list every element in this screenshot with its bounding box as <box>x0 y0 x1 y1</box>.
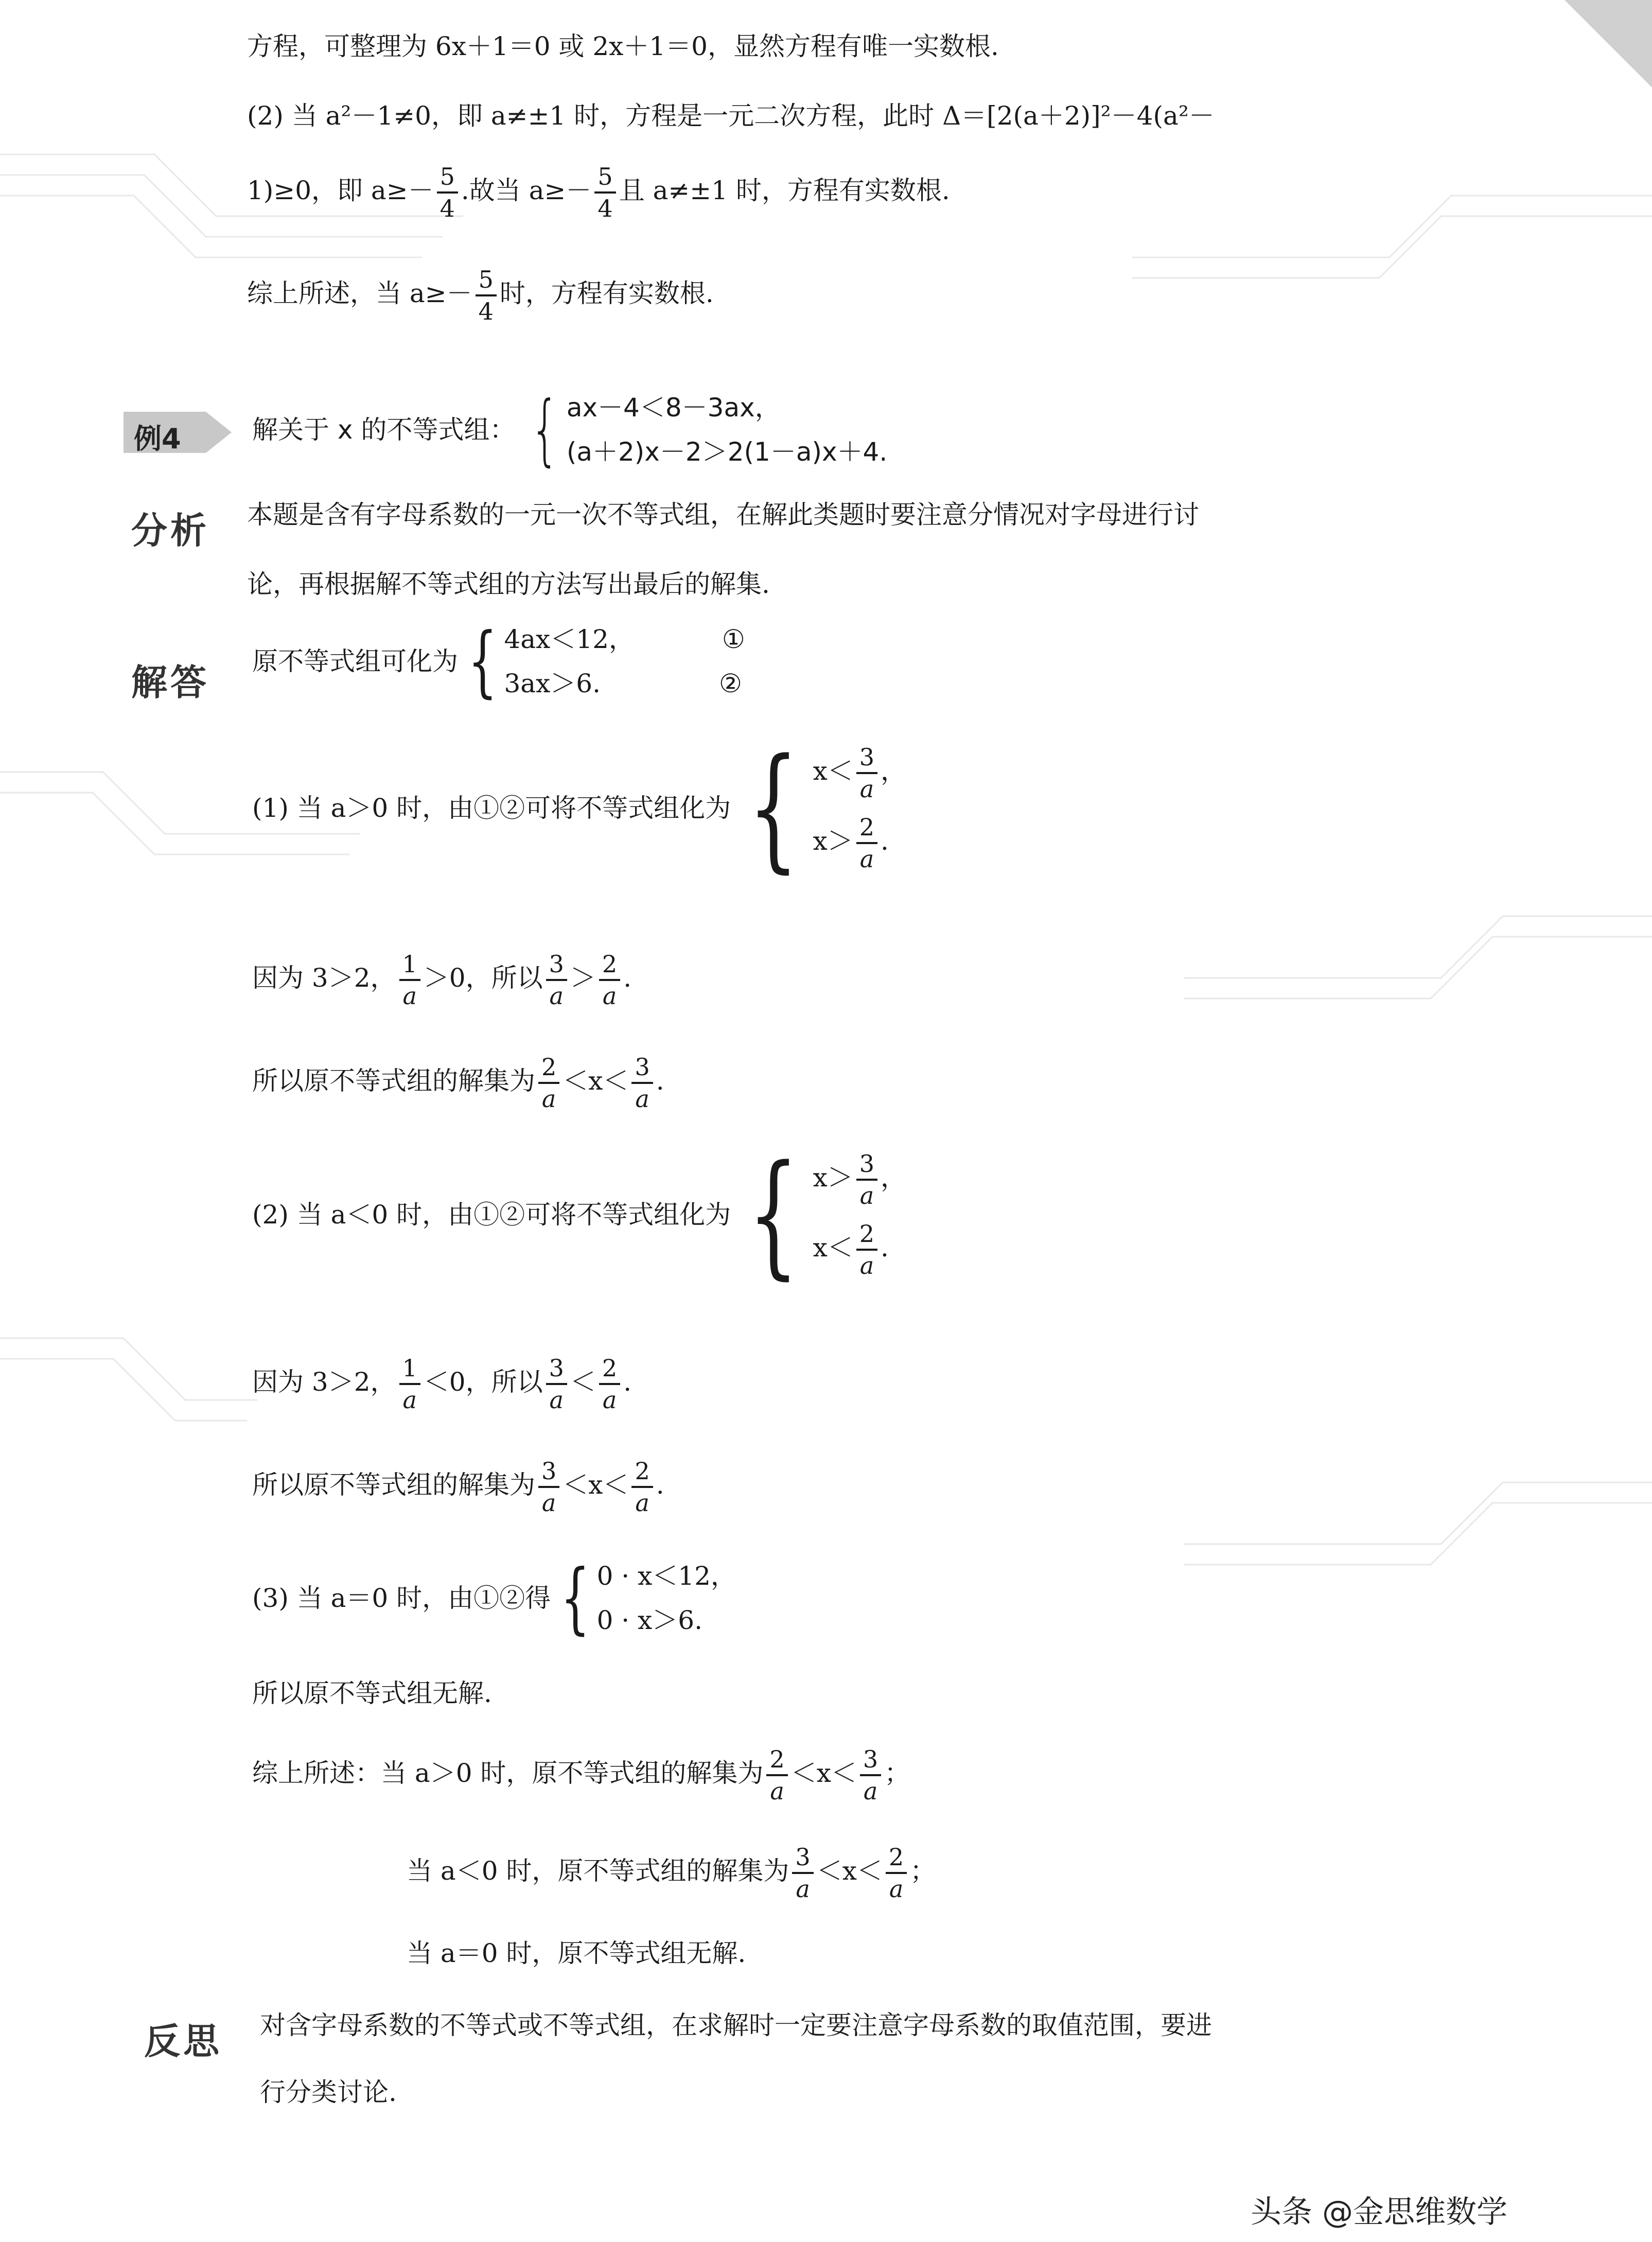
text-segment: (2) 当 a＜0 时，由①②可将不等式组化为 <box>252 1200 731 1230</box>
fraction <box>399 1356 420 1412</box>
example-tag <box>124 412 232 453</box>
text-segment: . <box>623 963 632 993</box>
numerator: 2 <box>599 952 620 981</box>
inequality-row <box>813 1150 907 1210</box>
text-line: 所以原不等式组无解. <box>252 1678 492 1708</box>
fraction <box>599 1356 620 1412</box>
solution-label: 解答 <box>131 661 209 704</box>
text-segment: 综上所述：当 a＞0 时，原不等式组的解集为 <box>252 1758 764 1788</box>
text-line <box>252 1055 664 1111</box>
watermark: 头条 @金思维数学 <box>1251 2194 1508 2230</box>
text-segment: 原不等式组可化为 <box>252 646 458 676</box>
inequality-row: 0 · x＞6. <box>596 1605 702 1635</box>
denominator: a <box>402 982 417 1010</box>
numerator: 3 <box>860 1747 881 1776</box>
fraction <box>856 745 877 801</box>
text-segment: . <box>881 1233 889 1263</box>
case-2 <box>252 1137 907 1292</box>
fraction <box>856 1150 877 1210</box>
fraction <box>538 1055 559 1111</box>
text-segment: 所以原不等式组的解集为 <box>252 1066 535 1096</box>
numerator: 2 <box>538 1055 559 1084</box>
summary-line: 当 a＝0 时，原不等式组无解. <box>407 1938 746 1968</box>
fraction <box>538 1459 559 1515</box>
brace-icon: { <box>468 617 498 706</box>
text-segment: ＜ <box>570 1367 596 1397</box>
case-1 <box>252 730 907 886</box>
fraction <box>476 268 497 323</box>
numerator: 2 <box>766 1747 787 1776</box>
inequality-row: (a＋2)x－2＞2(1－a)x＋4. <box>566 437 888 467</box>
denominator: a <box>602 1386 617 1414</box>
numerator: 3 <box>856 745 877 774</box>
text-segment: ＜x＜ <box>563 1066 629 1096</box>
fraction <box>856 815 877 871</box>
circled-number: ② <box>718 669 742 698</box>
fraction <box>631 1459 653 1515</box>
reflection-text: 行分类讨论. <box>260 2077 397 2107</box>
numerator: 1 <box>399 952 420 981</box>
inequality-row <box>813 815 906 871</box>
fraction <box>792 1845 813 1901</box>
inequality-system <box>252 385 888 475</box>
denominator: a <box>859 1182 874 1210</box>
text-segment: x＜ <box>813 1233 853 1263</box>
numerator: 2 <box>631 1459 653 1488</box>
summary-line <box>407 1845 936 1901</box>
fraction <box>766 1747 787 1803</box>
numerator: 2 <box>599 1356 620 1385</box>
text-segment: 时，方程有实数根. <box>499 278 714 308</box>
numerator: 2 <box>856 815 877 844</box>
example-tag-label: 例4 <box>134 423 181 455</box>
denominator: 4 <box>478 297 494 325</box>
circled-number: ① <box>722 624 745 654</box>
denominator: a <box>770 1777 784 1805</box>
inequality-row <box>504 626 745 652</box>
system-rows <box>813 745 906 871</box>
text-segment: 所以原不等式组的解集为 <box>252 1470 535 1500</box>
system-rows <box>504 626 745 696</box>
text-segment: 因为 3＞2， <box>252 1367 396 1397</box>
numerator: 3 <box>546 952 567 981</box>
denominator: a <box>549 1386 564 1414</box>
denominator: a <box>889 1875 904 1903</box>
fraction <box>546 1356 567 1412</box>
brace-icon: { <box>530 385 560 475</box>
text-segment: 因为 3＞2， <box>252 963 396 993</box>
brace-icon: { <box>560 1553 590 1643</box>
brace-icon: { <box>748 730 799 886</box>
text-segment: ， <box>881 1163 907 1193</box>
text-segment: (3) 当 a＝0 时，由①②得 <box>252 1583 551 1613</box>
text-segment: x＜ <box>813 756 853 786</box>
numerator: 3 <box>538 1459 559 1488</box>
inequality-text: 4ax＜12， <box>504 624 635 654</box>
numerator: 5 <box>476 268 497 296</box>
text-segment: (1) 当 a＞0 时，由①②可将不等式组化为 <box>252 793 731 823</box>
numerator: 2 <box>856 1222 877 1251</box>
fraction <box>399 952 420 1008</box>
numerator: 5 <box>594 165 616 194</box>
fraction <box>599 952 620 1008</box>
inequality-system <box>252 617 745 706</box>
text-line <box>247 268 714 323</box>
fraction <box>856 1220 877 1280</box>
fraction <box>546 952 567 1008</box>
reflection-label: 反思 <box>144 2020 222 2062</box>
text-segment: x＞ <box>813 1163 853 1193</box>
inequality-system <box>252 730 907 886</box>
text-segment: ， <box>881 756 907 786</box>
case-3 <box>252 1553 736 1643</box>
system-rows <box>597 1563 736 1633</box>
numerator: 3 <box>856 1152 877 1181</box>
inequality-row <box>813 1220 906 1280</box>
denominator: a <box>602 982 617 1010</box>
text-segment: ＜x＜ <box>790 1758 857 1788</box>
denominator: 4 <box>440 195 455 222</box>
denominator: a <box>549 982 564 1010</box>
text-line <box>252 1459 664 1515</box>
numerator: 3 <box>792 1845 813 1874</box>
analysis-text: 论，再根据解不等式组的方法写出最后的解集. <box>247 569 770 599</box>
text-segment: . <box>881 826 889 856</box>
inequality-row <box>504 671 745 696</box>
text-segment: ＜0，所以 <box>423 1367 543 1397</box>
example-question <box>252 385 888 475</box>
text-segment: ； <box>884 1758 910 1788</box>
analysis-label: 分析 <box>131 510 209 552</box>
denominator: a <box>541 1489 556 1517</box>
fraction <box>860 1747 881 1803</box>
inequality-row: ax－4＜8－3ax， <box>566 393 781 423</box>
denominator: a <box>402 1386 417 1414</box>
denominator: a <box>859 775 874 803</box>
denominator: a <box>635 1085 649 1113</box>
brace-icon: { <box>748 1137 799 1292</box>
text-line <box>252 1356 631 1412</box>
inequality-text: 3ax＞6. <box>504 669 601 698</box>
text-segment: ＞0，所以 <box>423 963 543 993</box>
denominator: a <box>859 845 874 873</box>
numerator: 5 <box>437 165 458 194</box>
text-segment: ＜x＜ <box>816 1856 883 1886</box>
text-segment: . <box>656 1470 664 1500</box>
denominator: a <box>863 1777 878 1805</box>
text-segment: 1)≥0，即 a≥－ <box>247 176 434 205</box>
numerator: 1 <box>399 1356 420 1385</box>
denominator: a <box>635 1489 649 1517</box>
text-line: (2) 当 a²－1≠0，即 a≠±1 时，方程是一元二次方程，此时 Δ＝[2(a＋2)]²－4(a²－ <box>247 101 1215 131</box>
fraction <box>594 165 616 220</box>
text-segment: x＞ <box>813 826 853 856</box>
inequality-row <box>813 745 906 801</box>
text-segment: 当 a＜0 时，原不等式组的解集为 <box>407 1856 789 1886</box>
inequality-row: 0 · x＜12， <box>596 1561 736 1591</box>
question-text: 解关于 x 的不等式组： <box>252 415 516 445</box>
text-segment: 且 a≠±1 时，方程有实数根. <box>619 176 950 205</box>
text-segment: ＞ <box>570 963 596 993</box>
text-segment: .故当 a≥－ <box>461 176 592 205</box>
reflection-text: 对含字母系数的不等式或不等式组，在求解时一定要注意字母系数的取值范围，要进 <box>260 2010 1212 2040</box>
numerator: 2 <box>886 1845 907 1874</box>
text-segment: 综上所述，当 a≥－ <box>247 278 472 308</box>
fraction <box>437 165 458 220</box>
inequality-system <box>252 1553 736 1643</box>
solution-intro <box>252 617 745 706</box>
denominator: a <box>859 1252 874 1280</box>
system-rows <box>813 1150 907 1280</box>
inequality-system <box>252 1137 907 1292</box>
denominator: a <box>796 1875 810 1903</box>
denominator: 4 <box>597 195 613 222</box>
text-segment: ＜x＜ <box>563 1470 629 1500</box>
text-segment: . <box>623 1367 632 1397</box>
numerator: 3 <box>631 1055 653 1084</box>
numerator: 3 <box>546 1356 567 1385</box>
text-segment: ； <box>910 1856 936 1886</box>
text-segment: . <box>656 1066 664 1096</box>
fraction <box>886 1845 907 1901</box>
text-line: 方程，可整理为 6x＋1＝0 或 2x＋1＝0，显然方程有唯一实数根. <box>247 31 999 61</box>
analysis-text: 本题是含有字母系数的一元一次不等式组，在解此类题时要注意分情况对字母进行讨 <box>247 500 1199 530</box>
system-rows <box>567 395 887 465</box>
summary-line <box>252 1747 910 1803</box>
denominator: a <box>541 1085 556 1113</box>
text-line <box>247 165 950 220</box>
fraction <box>631 1055 653 1111</box>
text-line <box>252 952 631 1008</box>
